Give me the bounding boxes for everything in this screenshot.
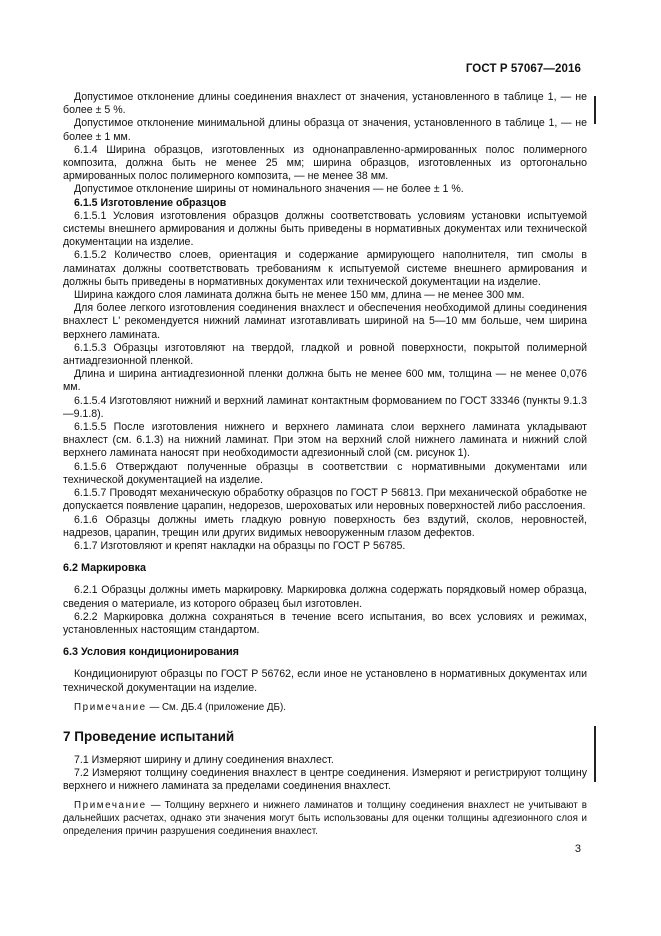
body-paragraph: 6.1.5.4 Изготовляют нижний и верхний ламинат контактным формованием по ГОСТ 33346 (пункты 9.1.3—9.1.8). (63, 394, 587, 420)
body-paragraph: Допустимое отклонение длины соединения внахлест от значения, установленного в таблице 1, — не более ± 5 %. (63, 91, 587, 117)
standard-code-header: ГОСТ Р 57067—2016 (465, 63, 581, 75)
spacer (63, 659, 587, 668)
body-paragraph: 6.2.1 Образцы должны иметь маркировку. Маркировка должна содержать порядковый номер образца, сведения о материале, из которого образец был изготовлен. (63, 584, 587, 610)
subsection-heading: 6.3 Условия кондиционирования (63, 646, 239, 659)
subsection-heading: 6.2 Маркировка (63, 562, 147, 575)
body-paragraph: Ширина каждого слоя ламината должна быть не менее 150 мм, длина — не менее 300 мм. (74, 289, 525, 302)
body-paragraph: 6.1.5.1 Условия изготовления образцов должны соответствовать условиям установки испытуемой системы внешнего армирования и должны быть приведены в нормативных документах или технической документации на изделие. (63, 209, 587, 249)
body-paragraph: 6.1.5.7 Проводят механическую обработку образцов по ГОСТ Р 56813. При механической обработке не допускается появление царапин, недорезов, шероховатых или неровных поверхностей либо расслоения. (63, 487, 587, 513)
note-label: Примечание (74, 800, 147, 812)
body-paragraph: 6.1.5.3 Образцы изготовляют на твердой, гладкой и ровной поверхности, покрытой полимерной антиадгезионной пленкой. (63, 341, 587, 368)
page-number: 3 (574, 843, 581, 855)
note-text: — См. ДБ.4 (приложение ДБ). (146, 701, 286, 713)
body-paragraph: 6.2.2 Маркировка должна сохраняться в течение всего испытания, во всех условиях и режимах, установленных настоящим стандартом. (63, 610, 587, 636)
body-paragraph: Длина и ширина антиадгезионной пленки должна быть не менее 600 мм, толщина — не менее 0,076 мм. (63, 368, 587, 394)
section-heading: 7 Проведение испытаний (63, 728, 235, 744)
body-paragraph: 7.2 Измеряют толщину соединения внахлест в центре соединения. Измеряют и регистрируют толщину верхнего и нижнего ламината за пределами соединения внахлест. (63, 766, 587, 793)
clause-heading: 6.1.5 Изготовление образцов (74, 196, 227, 209)
body-paragraph: 7.1 Измеряют ширину и длину соединения внахлест. (74, 753, 334, 766)
body-paragraph: Допустимое отклонение минимальной длины образца от значения, установленного в таблице 1, — не более ± 1 мм. (63, 117, 587, 143)
body-paragraph: Допустимое отклонение ширины от номинального значения — не более ± 1 %. (74, 183, 464, 196)
note-paragraph (63, 701, 587, 714)
spacer (63, 637, 587, 646)
body-paragraph: 6.1.7 Изготовляют и крепят накладки на образцы по ГОСТ Р 56785. (74, 539, 406, 552)
body-paragraph: 6.1.6 Образцы должны иметь гладкую ровную поверхность без вздутий, сколов, неровностей, надрезов, царапин, трещин или других видимых невооруженным глазом дефектов. (63, 513, 587, 539)
spacer (63, 553, 587, 562)
note-text: — Толщину верхнего и нижнего ламинатов и толщину соединения внахлест не учитывают в дальнейших расчетах, однако эти значения могут быть использованы для оценки толщины адгезионного слоя и определения причин разрушения соединения внахлест. (63, 800, 587, 838)
body-paragraph: 6.1.5.2 Количество слоев, ориентация и содержание армирующего наполнителя, тип смолы в ламинатах должны соответствовать требованиям к испытуемой системе внешнего армирования и должны быть приведены в нормативных документах или технической документации на изделие. (63, 249, 587, 288)
body-paragraph: 6.1.5.5 После изготовления нижнего и верхнего ламината слои верхнего ламината укладывают внахлест (см. 6.1.3) на нижний ламинат. При этом на верхний слой нижнего ламината и нижний слой верхнего ламината наносят при необходимости адгезионный слой (см. рисунок 1). (63, 421, 587, 460)
change-bar (594, 96, 596, 124)
body-paragraph: Для более легкого изготовления соединения внахлест и обеспечения необходимой длины соединения внахлест L' рекомендуется нижний ламинат изготавливать шириной на 5—10 мм больше, чем ширина верхнего ламината. (63, 302, 587, 341)
spacer (63, 575, 587, 584)
note-label: Примечание (74, 701, 147, 713)
body-paragraph: 6.1.5.6 Отверждают полученные образцы в соответствии с нормативными документами или технической документацией на изделие. (63, 460, 587, 486)
document-body (63, 91, 587, 838)
change-bar (594, 726, 596, 782)
note-paragraph (63, 799, 587, 838)
body-paragraph: 6.1.4 Ширина образцов, изготовленных из однонаправленно-армированных полос полимерного композита, должна быть не менее 25 мм; ширина образцов, изготовленных из ортогонально армированных полос полимерного композита, — не менее 38 мм. (63, 143, 587, 183)
body-paragraph: Кондиционируют образцы по ГОСТ Р 56762, если иное не установлено в нормативных документах или технической документации на изделие. (63, 668, 587, 694)
